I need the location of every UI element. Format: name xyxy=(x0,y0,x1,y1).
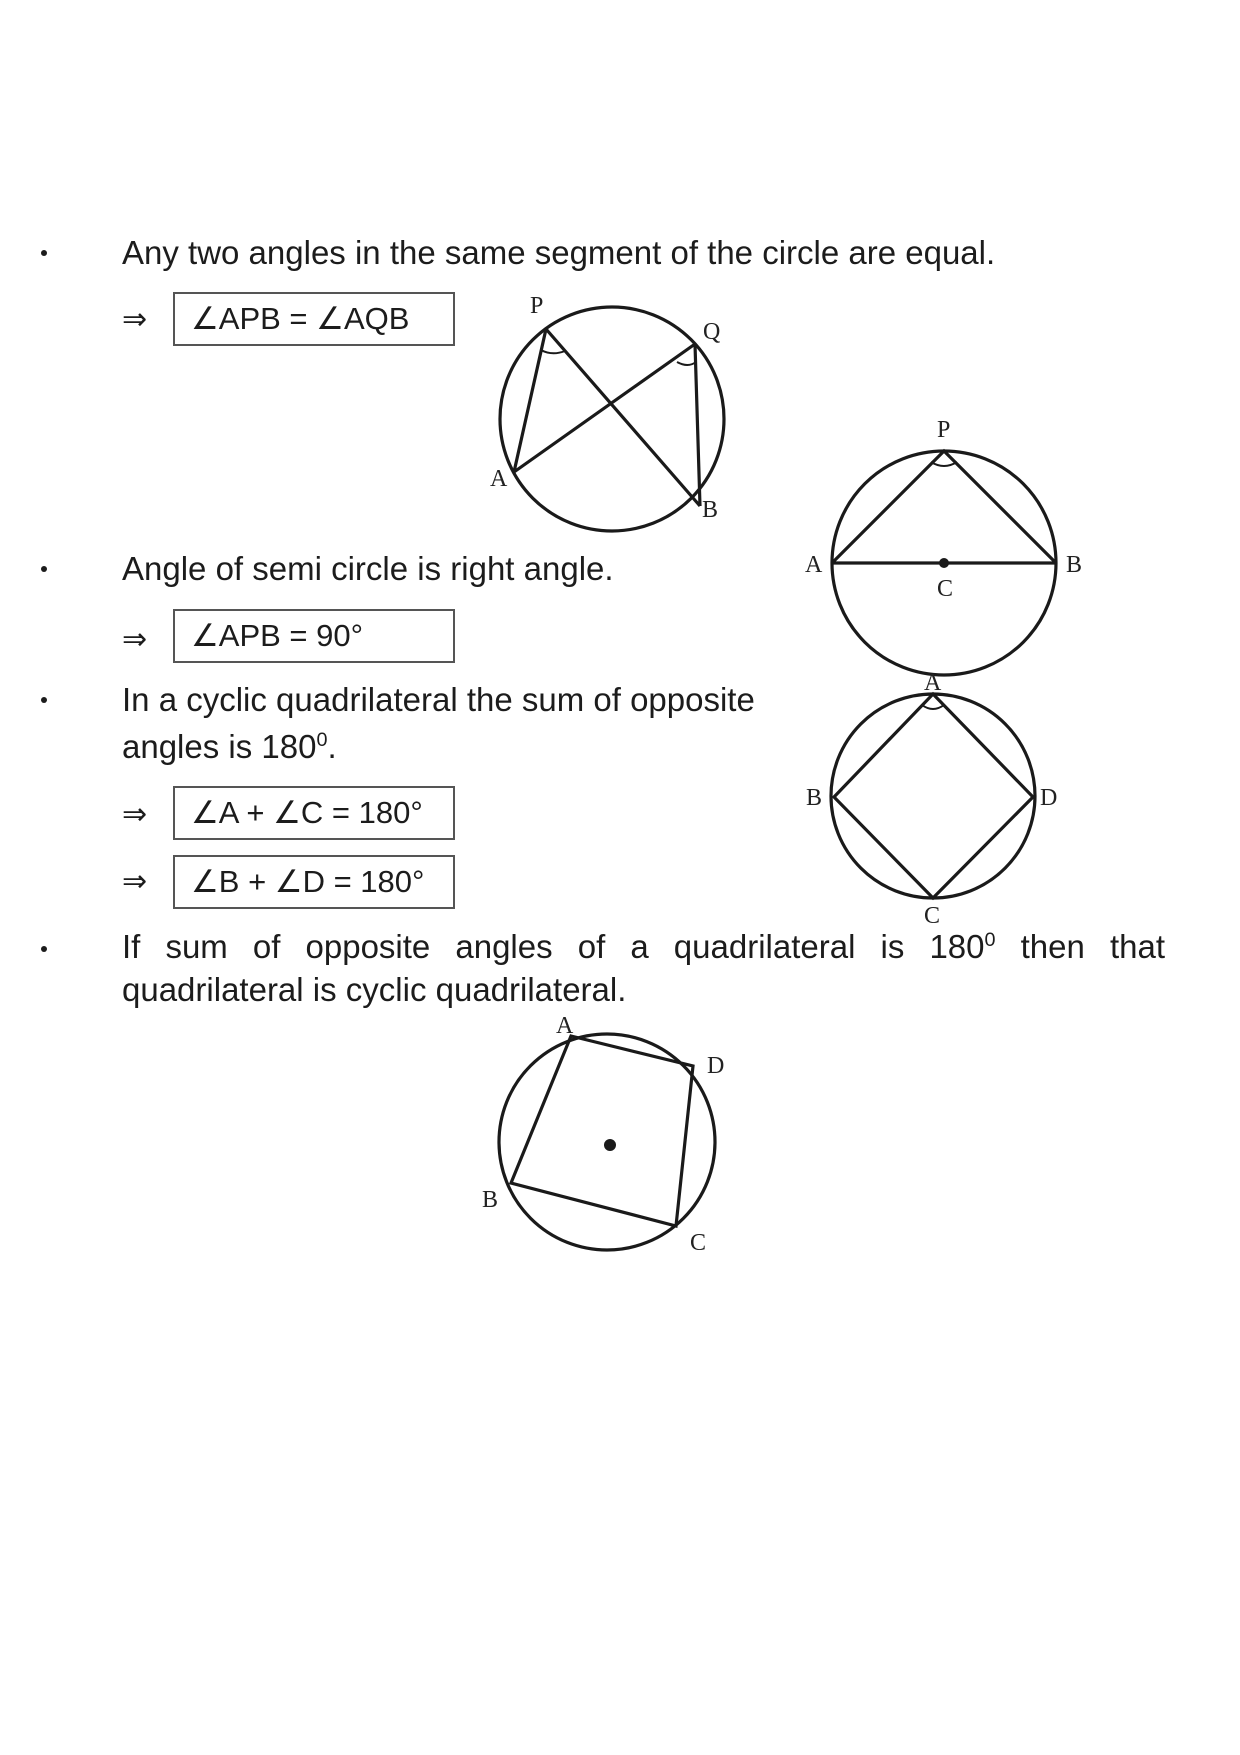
label-b: B xyxy=(806,785,823,811)
quadrilateral xyxy=(511,1036,693,1226)
label-b: B xyxy=(482,1187,499,1213)
formula-semicircle: ∠APB = 90° xyxy=(173,609,455,663)
label-a: A xyxy=(805,552,823,578)
statement-same-segment: Any two angles in the same segment of the circle are equal. xyxy=(122,234,996,271)
implies-arrow: ⇒ xyxy=(122,864,148,899)
center-point xyxy=(604,1139,616,1151)
formula-a-plus-c: ∠A + ∠C = 180° xyxy=(173,786,455,840)
label-c: C xyxy=(924,903,941,929)
label-q: Q xyxy=(703,319,721,345)
label-a: A xyxy=(924,670,942,696)
label-a: A xyxy=(490,466,508,492)
statement-converse: If sum of opposite angles of a quadrilateral is $180^0$ then that quadrilateral is cyclic quadrilateral. xyxy=(122,928,1166,1008)
formula-same-segment: ∠APB = ∠AQB xyxy=(173,292,455,346)
statement-cyclic-line2: angles is $180^0$. xyxy=(122,728,337,765)
label-c: C xyxy=(937,576,954,602)
label-c: C xyxy=(690,1230,707,1256)
implies-arrow: ⇒ xyxy=(122,302,148,337)
implies-arrow: ⇒ xyxy=(122,797,148,832)
label-a: A xyxy=(556,1013,574,1039)
label-b: B xyxy=(1066,552,1083,578)
statement-cyclic-line1: In a cyclic quadrilateral the sum of opposite xyxy=(122,681,755,718)
formula-b-plus-d: ∠B + ∠D = 180° xyxy=(173,855,455,909)
label-b: B xyxy=(702,497,719,523)
statement-semicircle: Angle of semi circle is right angle. xyxy=(122,550,614,587)
label-d: D xyxy=(707,1053,725,1079)
implies-arrow: ⇒ xyxy=(122,622,148,657)
label-d: D xyxy=(1040,785,1058,811)
label-p: P xyxy=(937,417,951,443)
label-p: P xyxy=(530,293,544,319)
